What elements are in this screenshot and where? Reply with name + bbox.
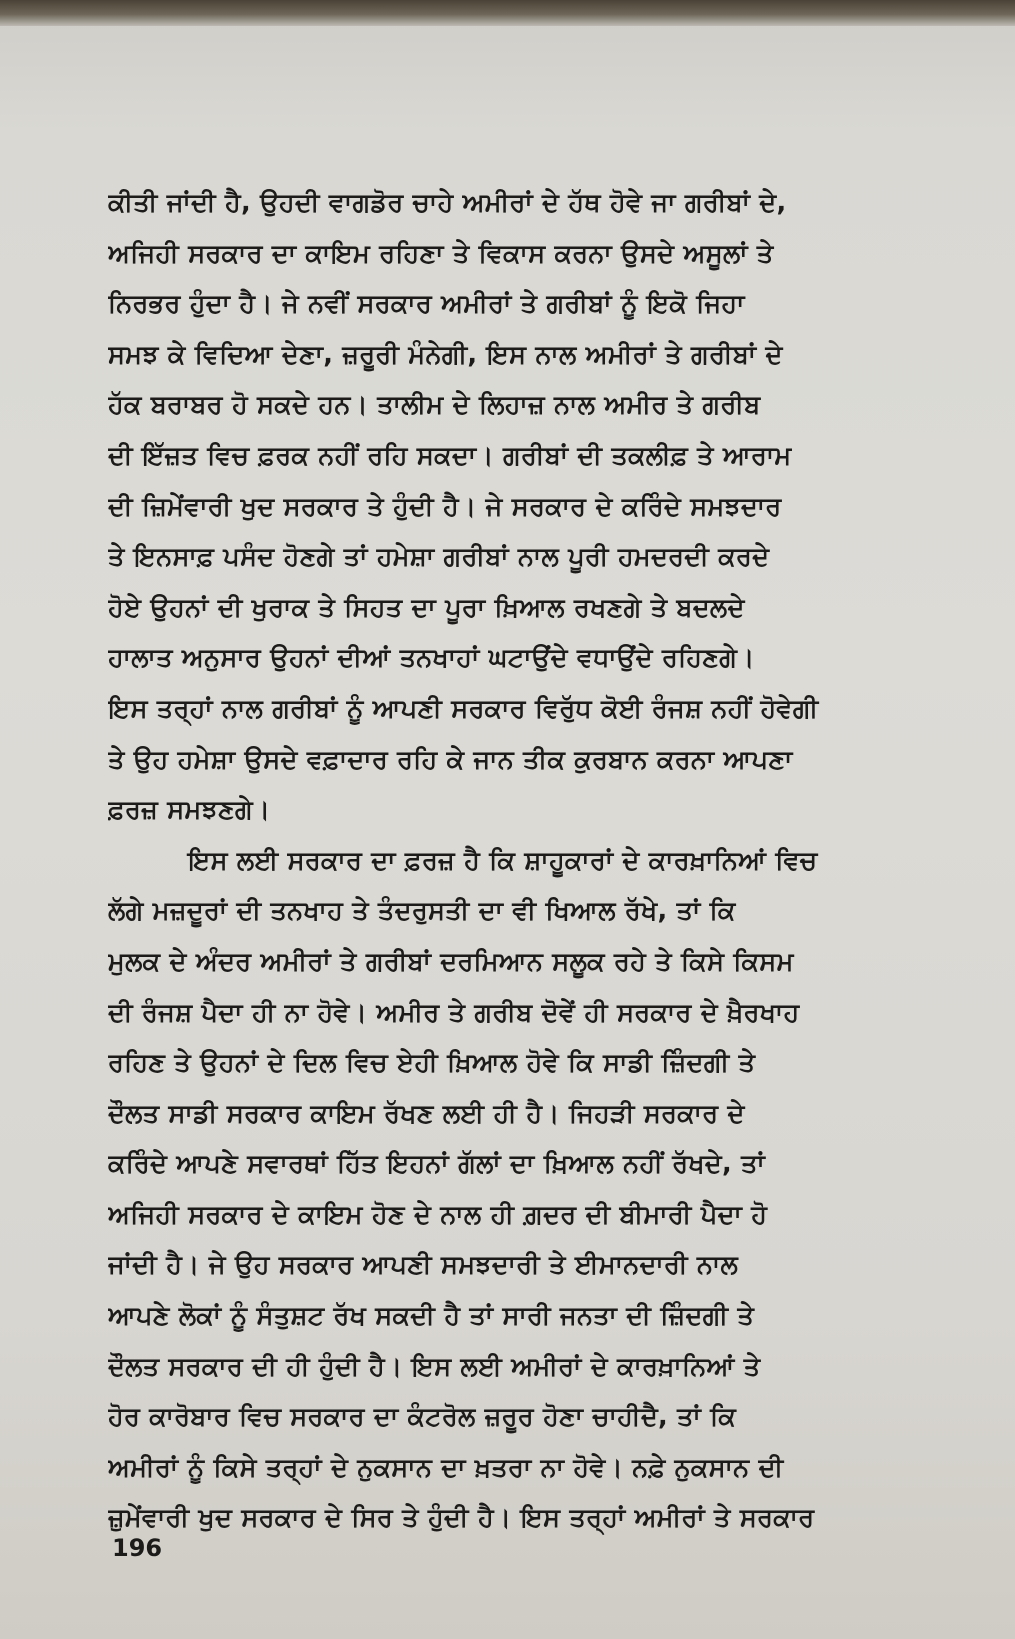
page-top-shadow: [0, 0, 1015, 26]
text-line: ਦੀ ਇੱਜ਼ਤ ਵਿਚ ਫ਼ਰਕ ਨਹੀਂ ਰਹਿ ਸਕਦਾ। ਗਰੀਬਾਂ ਦੀ ਤਕਲੀਫ਼ ਤੇ ਆਰਾਮ: [108, 440, 792, 471]
text-line: ਹੋਰ ਕਾਰੋਬਾਰ ਵਿਚ ਸਰਕਾਰ ਦਾ ਕੰਟਰੋਲ ਜ਼ਰੂਰ ਹੋਣਾ ਚਾਹੀਦੈ, ਤਾਂ ਕਿ: [108, 1402, 737, 1433]
text-line: ਫ਼ਰਜ਼ ਸਮਝਣਗੇ।: [108, 795, 271, 826]
text-line: ਤੇ ਇਨਸਾਫ਼ ਪਸੰਦ ਹੋਣਗੇ ਤਾਂ ਹਮੇਸ਼ਾ ਗਰੀਬਾਂ ਨਾਲ ਪੂਰੀ ਹਮਦਰਦੀ ਕਰਦੇ: [108, 542, 770, 573]
text-line: ਕੀਤੀ ਜਾਂਦੀ ਹੈ, ਉਹਦੀ ਵਾਗਡੋਰ ਚਾਹੇ ਅਮੀਰਾਂ ਦੇ ਹੱਥ ਹੋਵੇ ਜਾ ਗਰੀਬਾਂ ਦੇ,: [108, 188, 787, 218]
text-line: ਹੋਏ ਉਹਨਾਂ ਦੀ ਖੁਰਾਕ ਤੇ ਸਿਹਤ ਦਾ ਪੂਰਾ ਖ਼ਿਆਲ ਰਖਣਗੇ ਤੇ ਬਦਲਦੇ: [108, 592, 745, 623]
text-line: ਦੌਲਤ ਸਾਡੀ ਸਰਕਾਰ ਕਾਇਮ ਰੱਖਣ ਲਈ ਹੀ ਹੈ। ਜਿਹੜੀ ਸਰਕਾਰ ਦੇ: [108, 1098, 745, 1129]
text-line: ਸਮਝ ਕੇ ਵਿਦਿਆ ਦੇਣਾ, ਜ਼ਰੂਰੀ ਮੰਨੇਗੀ, ਇਸ ਨਾਲ ਅਮੀਰਾਂ ਤੇ ਗਰੀਬਾਂ ਦੇ: [108, 339, 783, 370]
text-line: ਅਜਿਹੀ ਸਰਕਾਰ ਦੇ ਕਾਇਮ ਹੋਣ ਦੇ ਨਾਲ ਹੀ ਗ਼ਦਰ ਦੀ ਬੀਮਾਰੀ ਪੈਦਾ ਹੋ: [108, 1199, 768, 1230]
text-line: ਹਾਲਾਤ ਅਨੁਸਾਰ ਉਹਨਾਂ ਦੀਆਂ ਤਨਖਾਹਾਂ ਘਟਾਉਂਦੇ ਵਧਾਉਂਦੇ ਰਹਿਣਗੇ।: [108, 643, 755, 674]
text-line: ਹੱਕ ਬਰਾਬਰ ਹੋ ਸਕਦੇ ਹਨ। ਤਾਲੀਮ ਦੇ ਲਿਹਾਜ਼ ਨਾਲ ਅਮੀਰ ਤੇ ਗਰੀਬ: [108, 390, 761, 421]
text-line: ਅਜਿਹੀ ਸਰਕਾਰ ਦਾ ਕਾਇਮ ਰਹਿਣਾ ਤੇ ਵਿਕਾਸ ਕਰਨਾ ਉਸਦੇ ਅਸੂਲਾਂ ਤੇ: [108, 238, 774, 269]
text-line: ਦੌਲਤ ਸਰਕਾਰ ਦੀ ਹੀ ਹੁੰਦੀ ਹੈ। ਇਸ ਲਈ ਅਮੀਰਾਂ ਦੇ ਕਾਰਖ਼ਾਨਿਆਂ ਤੇ: [108, 1351, 761, 1382]
paragraph-first-line: ਇਸ ਲਈ ਸਰਕਾਰ ਦਾ ਫ਼ਰਜ਼ ਹੈ ਕਿ ਸ਼ਾਹੂਕਾਰਾਂ ਦੇ ਕਾਰਖ਼ਾਨਿਆਂ ਵਿਚ: [188, 845, 818, 876]
text-line: ਆਪਣੇ ਲੋਕਾਂ ਨੂੰ ਸੰਤੁਸ਼ਟ ਰੱਖ ਸਕਦੀ ਹੈ ਤਾਂ ਸਾਰੀ ਜਨਤਾ ਦੀ ਜ਼ਿੰਦਗੀ ਤੇ: [108, 1301, 755, 1332]
text-line: ਤੇ ਉਹ ਹਮੇਸ਼ਾ ਉਸਦੇ ਵਫ਼ਾਦਾਰ ਰਹਿ ਕੇ ਜਾਨ ਤੀਕ ਕੁਰਬਾਨ ਕਰਨਾ ਆਪਣਾ: [108, 744, 793, 775]
page-number: 196: [112, 1534, 163, 1562]
text-line: ਅਮੀਰਾਂ ਨੂੰ ਕਿਸੇ ਤਰ੍ਹਾਂ ਦੇ ਨੁਕਸਾਨ ਦਾ ਖ਼ਤਰਾ ਨਾ ਹੋਵੇ। ਨਫ਼ੇ ਨੁਕਸਾਨ ਦੀ: [108, 1452, 784, 1483]
text-line: ਰਹਿਣ ਤੇ ਉਹਨਾਂ ਦੇ ਦਿਲ ਵਿਚ ਏਹੀ ਖ਼ਿਆਲ ਹੋਵੇ ਕਿ ਸਾਡੀ ਜ਼ਿੰਦਗੀ ਤੇ: [108, 1048, 756, 1079]
text-line: ਕਰਿੰਦੇ ਆਪਣੇ ਸਵਾਰਥਾਂ ਹਿੱਤ ਇਹਨਾਂ ਗੱਲਾਂ ਦਾ ਖ਼ਿਆਲ ਨਹੀਂ ਰੱਖਦੇ, ਤਾਂ: [108, 1149, 765, 1180]
text-line: ਲੱਗੇ ਮਜ਼ਦੂਰਾਂ ਦੀ ਤਨਖਾਹ ਤੇ ਤੰਦਰੁਸਤੀ ਦਾ ਵੀ ਖਿਆਲ ਰੱਖੇ, ਤਾਂ ਕਿ: [108, 896, 736, 927]
text-line: ਜਾਂਦੀ ਹੈ। ਜੇ ਉਹ ਸਰਕਾਰ ਆਪਣੀ ਸਮਝਦਾਰੀ ਤੇ ਈਮਾਨਦਾਰੀ ਨਾਲ: [108, 1250, 739, 1281]
text-line: ਦੀ ਜ਼ਿਮੇਂਵਾਰੀ ਖੁਦ ਸਰਕਾਰ ਤੇ ਹੁੰਦੀ ਹੈ। ਜੇ ਸਰਕਾਰ ਦੇ ਕਰਿੰਦੇ ਸਮਝਦਾਰ: [108, 491, 782, 522]
text-line: ਨਿਰਭਰ ਹੁੰਦਾ ਹੈ। ਜੇ ਨਵੀਂ ਸਰਕਾਰ ਅਮੀਰਾਂ ਤੇ ਗਰੀਬਾਂ ਨੂੰ ਇਕੋ ਜਿਹਾ: [108, 289, 745, 320]
text-line: ਦੀ ਰੰਜਸ਼ ਪੈਦਾ ਹੀ ਨਾ ਹੋਵੇ। ਅਮੀਰ ਤੇ ਗਰੀਬ ਦੋਵੇਂ ਹੀ ਸਰਕਾਰ ਦੇ ਖ਼ੈਰਖਾਹ: [108, 997, 800, 1028]
page-body-text: [108, 178, 928, 1544]
text-line: ਇਸ ਤਰ੍ਹਾਂ ਨਾਲ ਗਰੀਬਾਂ ਨੂੰ ਆਪਣੀ ਸਰਕਾਰ ਵਿਰੁੱਧ ਕੋਈ ਰੰਜਸ਼ ਨਹੀਂ ਹੋਵੇਗੀ: [108, 693, 819, 724]
text-line: ਜ਼ੁਮੇਂਵਾਰੀ ਖੁਦ ਸਰਕਾਰ ਦੇ ਸਿਰ ਤੇ ਹੁੰਦੀ ਹੈ। ਇਸ ਤਰ੍ਹਾਂ ਅਮੀਰਾਂ ਤੇ ਸਰਕਾਰ: [108, 1503, 815, 1534]
text-line: ਮੁਲਕ ਦੇ ਅੰਦਰ ਅਮੀਰਾਂ ਤੇ ਗਰੀਬਾਂ ਦਰਮਿਆਨ ਸਲੂਕ ਰਹੇ ਤੇ ਕਿਸੇ ਕਿਸਮ: [108, 946, 794, 977]
